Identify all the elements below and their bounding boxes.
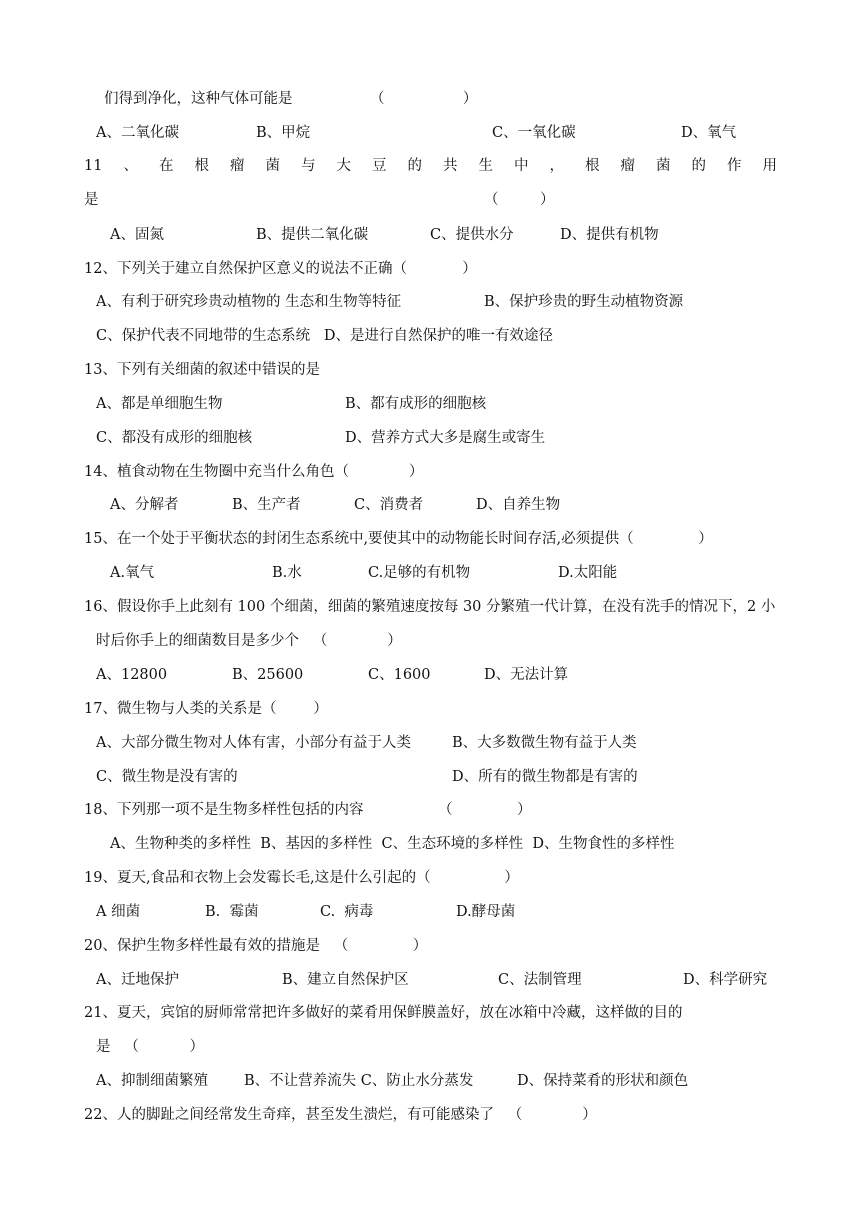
q14-stem: 14、植食动物在生物圈中充当什么角色（ ） xyxy=(84,464,424,480)
q14-option-a: A、分解者 xyxy=(110,497,179,513)
q11-answer-blank: （ ） xyxy=(484,192,555,208)
q12-stem: 12、下列关于建立自然保护区意义的说法不正确（ ） xyxy=(84,261,477,277)
q12-option-b: B、保护珍贵的野生动植物资源 xyxy=(484,294,684,310)
q11-char: 11 xyxy=(84,158,103,174)
q11-char: 瘤 xyxy=(620,158,635,174)
q11-char: 作 xyxy=(726,158,742,174)
q10-option-d: D、氧气 xyxy=(681,125,737,141)
q10-option-a: A、二氧化碳 xyxy=(96,125,179,141)
q14-option-b: B、生产者 xyxy=(232,497,301,513)
q11-char: 、 xyxy=(123,158,138,174)
q17-option-c: C、微生物是没有害的 xyxy=(96,769,238,785)
q13-option-b: B、都有成形的细胞核 xyxy=(345,396,487,412)
q11-char: 在 xyxy=(158,158,174,174)
q11-char: 大 xyxy=(336,158,351,174)
q11-char: 用 xyxy=(762,158,777,174)
q16-option-a: A、12800 xyxy=(96,667,168,683)
q11-option-c: C、提供水分 xyxy=(430,227,514,243)
q15-option-a: A.氧气 xyxy=(110,565,155,581)
q18-options: A、生物种类的多样性 B、基因的多样性 C、生态环境的多样性 D、生物食性的多样性 xyxy=(110,836,675,852)
q11-char: 菌 xyxy=(265,158,280,174)
q21-stem-continued: 是 （ ） xyxy=(96,1039,205,1055)
q11-char: ， xyxy=(549,158,564,174)
q20-option-a: A、迁地保护 xyxy=(96,972,179,988)
q15-option-d: D.太阳能 xyxy=(558,565,618,581)
q20-option-d: D、科学研究 xyxy=(683,972,768,988)
q14-option-d: D、自养生物 xyxy=(476,497,561,513)
q20-option-b: B、建立自然保护区 xyxy=(282,972,409,988)
q10-option-c: C、一氧化碳 xyxy=(492,125,576,141)
q19-option-d: D.酵母菌 xyxy=(456,904,516,920)
q11-option-b: B、提供二氧化碳 xyxy=(256,227,369,243)
q10-option-b: B、甲烷 xyxy=(256,125,311,141)
q21-option-d: D、保持菜肴的形状和颜色 xyxy=(517,1073,689,1089)
q13-stem: 13、下列有关细菌的叙述中错误的是 xyxy=(84,362,320,378)
q19-option-c: C. 病毒 xyxy=(320,904,374,920)
q10-stem-continued: 们得到净化，这种气体可能是 xyxy=(104,91,293,107)
q16-option-d: D、无法计算 xyxy=(484,667,569,683)
q20-option-c: C、法制管理 xyxy=(498,972,582,988)
q22-stem: 22、人的脚趾之间经常发生奇痒，甚至发生溃烂，有可能感染了 （ ） xyxy=(84,1107,597,1123)
q16-stem-continued: 时后你手上的细菌数目是多少个 （ ） xyxy=(96,633,402,649)
q11-stem xyxy=(84,156,777,176)
q11-char: 根 xyxy=(584,158,600,174)
q11-char: 的 xyxy=(407,158,422,174)
q18-answer-blank: （ ） xyxy=(438,802,532,818)
q16-option-b: B、25600 xyxy=(232,667,304,683)
q13-option-c: C、都没有成形的细胞核 xyxy=(96,430,253,446)
q11-char: 中 xyxy=(513,158,529,174)
q19-option-a: A 细菌 xyxy=(96,904,141,920)
q11-char: 菌 xyxy=(655,158,671,174)
q19-stem: 19、夏天,食品和衣物上会发霉长毛,这是什么引起的（ ） xyxy=(84,870,519,886)
q11-char: 与 xyxy=(300,158,316,174)
q12-option-a: A、有利于研究珍贵动植物的 生态和生物等特征 xyxy=(96,294,402,310)
q21-option-a: A、抑制细菌繁殖 xyxy=(96,1073,208,1089)
q14-option-c: C、消费者 xyxy=(354,497,424,513)
q11-stem-end: 是 xyxy=(84,192,99,208)
q16-stem: 16、假设你手上此刻有 100 个细菌，细菌的繁殖速度按每 30 分繁殖一代计算，在没有洗手的情况下，2 小 xyxy=(84,599,776,615)
q11-char: 豆 xyxy=(371,158,387,174)
q15-stem: 15、在一个处于平衡状态的封闭生态系统中,要使其中的动物能长时间存活,必须提供（ ） xyxy=(84,531,713,547)
q11-char: 生 xyxy=(478,158,493,174)
q17-option-a: A、大部分微生物对人体有害，小部分有益于人类 xyxy=(96,735,411,751)
q11-char: 瘤 xyxy=(229,158,245,174)
q16-option-c: C、1600 xyxy=(368,667,431,683)
q11-option-d: D、提供有机物 xyxy=(560,227,659,243)
q11-option-a: A、固氮 xyxy=(110,227,164,243)
q11-char: 根 xyxy=(194,158,209,174)
q11-char: 的 xyxy=(691,158,706,174)
q15-option-c: C.足够的有机物 xyxy=(368,565,471,581)
q13-option-d: D、营养方式大多是腐生或寄生 xyxy=(345,430,546,446)
q20-stem: 20、保护生物多样性最有效的措施是 （ ） xyxy=(84,938,428,954)
q11-char: 共 xyxy=(442,158,458,174)
q13-option-a: A、都是单细胞生物 xyxy=(96,396,223,412)
q17-option-b: B、大多数微生物有益于人类 xyxy=(452,735,637,751)
q19-option-b: B. 霉菌 xyxy=(205,904,259,920)
q10-answer-blank: （ ） xyxy=(370,91,478,107)
q21-stem: 21、夏天，宾馆的厨师常常把许多做好的菜肴用保鲜膜盖好，放在冰箱中冷藏，这样做的目的 xyxy=(84,1005,683,1021)
q17-option-d: D、所有的微生物都是有害的 xyxy=(452,769,638,785)
q18-stem: 18、下列那一项不是生物多样性包括的内容 xyxy=(84,802,364,818)
q15-option-b: B.水 xyxy=(272,565,302,581)
q17-stem: 17、微生物与人类的关系是（ ） xyxy=(84,701,328,717)
q21-options-b-c: B、不让营养流失 C、防止水分蒸发 xyxy=(244,1073,474,1089)
q12-options-c-d: C、保护代表不同地带的生态系统 D、是进行自然保护的唯一有效途径 xyxy=(96,328,554,344)
